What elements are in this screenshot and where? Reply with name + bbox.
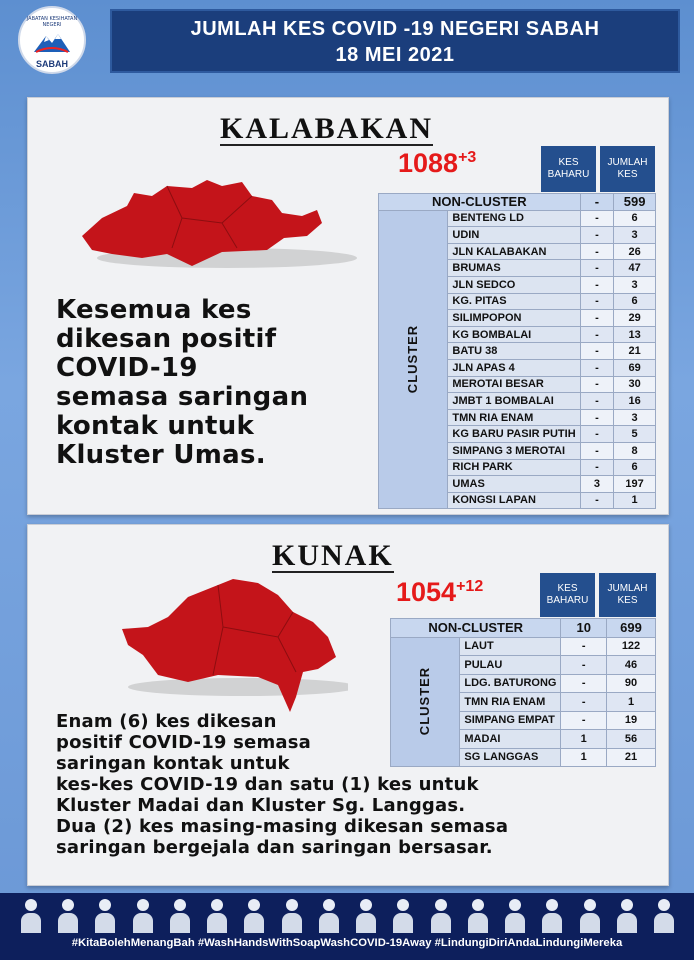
person-icon xyxy=(206,899,228,933)
row-name: PULAU xyxy=(460,656,561,675)
row-new: - xyxy=(580,492,614,509)
row-new: - xyxy=(561,711,607,730)
total-number: 1088 xyxy=(398,148,459,178)
row-new: - xyxy=(580,260,614,277)
row-name: BRUMAS xyxy=(448,260,580,277)
desc-line: Kesemua kes xyxy=(56,295,252,325)
row-total: 56 xyxy=(607,730,656,749)
row-total: 16 xyxy=(614,393,656,410)
row-name: BENTENG LD xyxy=(448,210,580,227)
row-name: BATU 38 xyxy=(448,343,580,360)
row-new: 3 xyxy=(580,476,614,493)
kalabakan-cluster-table xyxy=(378,193,656,509)
row-new: - xyxy=(561,693,607,712)
row-new: - xyxy=(580,326,614,343)
person-icon xyxy=(57,899,79,933)
row-name: SG LANGGAS xyxy=(460,748,561,767)
mountain-logo-icon xyxy=(32,30,72,56)
row-name: RICH PARK xyxy=(448,459,580,476)
col-header-total: JUMLAH KES xyxy=(600,146,655,192)
row-new: 1 xyxy=(561,730,607,749)
row-name: SIMPANG EMPAT xyxy=(460,711,561,730)
row-total: 30 xyxy=(614,376,656,393)
row-total: 69 xyxy=(614,359,656,376)
kalabakan-description xyxy=(56,296,308,470)
kalabakan-map xyxy=(72,178,362,278)
cluster-side-label: CLUSTER xyxy=(391,637,460,767)
row-new: - xyxy=(561,656,607,675)
person-icon xyxy=(467,899,489,933)
row-new: - xyxy=(580,194,614,211)
desc-line: Dua (2) kes masing-masing dikesan semasa xyxy=(56,816,509,837)
row-name: TMN RIA ENAM xyxy=(448,409,580,426)
row-total: 3 xyxy=(614,276,656,293)
person-icon xyxy=(281,899,303,933)
page-header xyxy=(110,9,680,73)
row-new: 1 xyxy=(561,748,607,767)
row-new: - xyxy=(580,276,614,293)
row-total: 26 xyxy=(614,243,656,260)
row-name: JMBT 1 BOMBALAI xyxy=(448,393,580,410)
kunak-map xyxy=(118,577,348,717)
person-icon xyxy=(579,899,601,933)
row-new: - xyxy=(580,409,614,426)
row-name: UDIN xyxy=(448,227,580,244)
row-new: - xyxy=(561,637,607,656)
row-new: - xyxy=(580,227,614,244)
row-new: - xyxy=(580,210,614,227)
col-header-new: KES BAHARU xyxy=(540,573,595,617)
logo-top-text: JABATAN KESIHATAN NEGERI xyxy=(26,16,78,28)
person-icon xyxy=(653,899,675,933)
row-total: 21 xyxy=(614,343,656,360)
row-total: 13 xyxy=(614,326,656,343)
row-new: - xyxy=(561,674,607,693)
footer-banner xyxy=(0,893,694,960)
row-total: 6 xyxy=(614,210,656,227)
row-total: 3 xyxy=(614,409,656,426)
cluster-side-label: CLUSTER xyxy=(379,210,448,509)
table-row xyxy=(391,637,656,656)
person-icon xyxy=(132,899,154,933)
person-icon xyxy=(504,899,526,933)
new-cases-number: +12 xyxy=(456,578,484,595)
row-name: KG BOMBALAI xyxy=(448,326,580,343)
total-cases-kalabakan xyxy=(398,148,476,179)
row-total: 21 xyxy=(607,748,656,767)
col-header-new: KES BAHARU xyxy=(541,146,596,192)
row-total: 8 xyxy=(614,442,656,459)
row-name: JLN SEDCO xyxy=(448,276,580,293)
row-name: MEROTAI BESAR xyxy=(448,376,580,393)
desc-line: dikesan positif xyxy=(56,324,277,354)
row-new: - xyxy=(580,343,614,360)
total-cases-kunak xyxy=(396,577,483,608)
row-name: TMN RIA ENAM xyxy=(460,693,561,712)
new-cases-number: +3 xyxy=(458,149,477,166)
row-new: - xyxy=(580,310,614,327)
row-new: - xyxy=(580,376,614,393)
row-name: KG. PITAS xyxy=(448,293,580,310)
desc-line: Enam (6) kes dikesan xyxy=(56,711,277,732)
person-icon xyxy=(616,899,638,933)
row-new: - xyxy=(580,243,614,260)
row-new: - xyxy=(580,442,614,459)
header-date: 18 MEI 2021 xyxy=(335,44,455,66)
row-total: 46 xyxy=(607,656,656,675)
kunak-cluster-table xyxy=(390,618,656,767)
table-row xyxy=(379,210,656,227)
desc-line: saringan kontak untuk xyxy=(56,753,290,774)
desc-line: Kluster Umas. xyxy=(56,440,266,470)
row-name: JLN APAS 4 xyxy=(448,359,580,376)
district-title-kunak: KUNAK xyxy=(272,539,394,572)
person-icon xyxy=(541,899,563,933)
desc-line: kes-kes COVID-19 dan satu (1) kes untuk xyxy=(56,774,479,795)
row-total: 599 xyxy=(614,194,656,211)
row-name: KONGSI LAPAN xyxy=(448,492,580,509)
col-header-total: JUMLAH KES xyxy=(599,573,656,617)
row-total: 1 xyxy=(614,492,656,509)
desc-line: COVID-19 xyxy=(56,353,198,383)
desc-line: kontak untuk xyxy=(56,411,255,441)
desc-line: semasa saringan xyxy=(56,382,309,412)
total-number: 1054 xyxy=(396,577,457,607)
row-total: 19 xyxy=(607,711,656,730)
person-icon xyxy=(430,899,452,933)
row-new: - xyxy=(580,359,614,376)
row-total: 29 xyxy=(614,310,656,327)
row-new: - xyxy=(580,426,614,443)
row-name: UMAS xyxy=(448,476,580,493)
desc-line: saringan bergejala dan saringan bersasar. xyxy=(56,837,493,858)
row-total: 6 xyxy=(614,459,656,476)
person-icon xyxy=(169,899,191,933)
logo-name: SABAH xyxy=(35,59,68,69)
desc-line: Kluster Madai dan Kluster Sg. Langgas. xyxy=(56,795,466,816)
person-icon xyxy=(355,899,377,933)
row-name: LDG. BATURONG xyxy=(460,674,561,693)
hashtags: #KitaBolehMenangBah #WashHandsWithSoapWashCOVID-19Away #LindungiDiriAndaLindungiMereka xyxy=(71,937,623,949)
person-icon xyxy=(392,899,414,933)
row-total: 5 xyxy=(614,426,656,443)
row-name: MADAI xyxy=(460,730,561,749)
row-total: 699 xyxy=(607,619,656,638)
row-name: SIMPANG 3 MEROTAI xyxy=(448,442,580,459)
person-icon xyxy=(243,899,265,933)
district-title-kalabakan: KALABAKAN xyxy=(220,112,434,145)
person-icon xyxy=(318,899,340,933)
row-new: - xyxy=(580,293,614,310)
row-total: 122 xyxy=(607,637,656,656)
row-new: - xyxy=(580,393,614,410)
row-name: LAUT xyxy=(460,637,561,656)
header-title: JUMLAH KES COVID -19 NEGERI SABAH xyxy=(190,18,600,40)
table-row-non-cluster xyxy=(391,619,656,638)
kalabakan-panel xyxy=(27,97,669,515)
row-total: 47 xyxy=(614,260,656,277)
row-name: NON-CLUSTER xyxy=(391,619,561,638)
table-row-non-cluster xyxy=(379,194,656,211)
row-total: 3 xyxy=(614,227,656,244)
kunak-panel xyxy=(27,524,669,886)
row-total: 6 xyxy=(614,293,656,310)
jkn-sabah-logo xyxy=(18,6,86,74)
frontliner-figures xyxy=(20,899,675,933)
row-new: 10 xyxy=(561,619,607,638)
person-icon xyxy=(20,899,42,933)
row-new: - xyxy=(580,459,614,476)
desc-line: positif COVID-19 semasa xyxy=(56,732,312,753)
person-icon xyxy=(94,899,116,933)
row-name: SILIMPOPON xyxy=(448,310,580,327)
row-name: NON-CLUSTER xyxy=(379,194,581,211)
row-name: KG BARU PASIR PUTIH xyxy=(448,426,580,443)
row-total: 90 xyxy=(607,674,656,693)
row-total: 197 xyxy=(614,476,656,493)
row-total: 1 xyxy=(607,693,656,712)
row-name: JLN KALABAKAN xyxy=(448,243,580,260)
